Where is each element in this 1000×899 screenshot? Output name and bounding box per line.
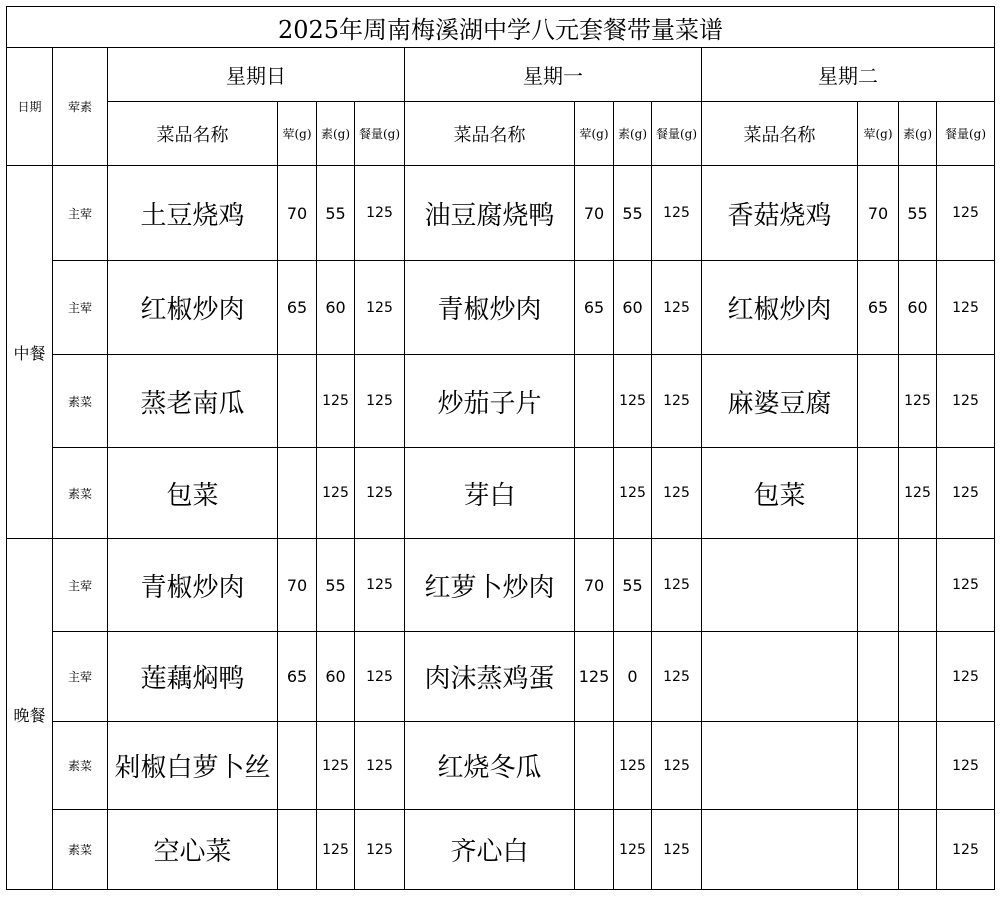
meat-weight-cell (575, 810, 614, 890)
veg-weight-cell: 125 (317, 810, 355, 890)
meat-weight-cell (858, 539, 899, 632)
dish-name-cell (702, 632, 858, 722)
veg-weight-cell (899, 632, 937, 722)
dish-name-cell: 齐心白 (405, 810, 575, 890)
portion-weight-cell: 125 (355, 261, 405, 355)
portion-weight-cell: 125 (937, 448, 995, 539)
veg-weight-cell: 125 (317, 722, 355, 810)
veg-weight-cell: 125 (614, 810, 652, 890)
veg-weight-cell: 55 (614, 539, 652, 632)
portion-weight-cell: 125 (937, 539, 995, 632)
meat-weight-cell (858, 632, 899, 722)
menu-row (7, 166, 995, 261)
portion-weight-cell: 125 (355, 166, 405, 261)
portion-weight-cell: 125 (937, 166, 995, 261)
veg-weight-cell: 125 (614, 355, 652, 448)
veg-weight-cell: 55 (317, 539, 355, 632)
dish-type-cell: 主荤 (53, 261, 108, 355)
veg-weight-cell: 60 (317, 632, 355, 722)
day-header-tuesday: 星期二 (702, 48, 995, 102)
portion-weight-cell: 125 (652, 539, 702, 632)
veg-weight-header: 素(g) (317, 102, 355, 166)
menu-row (7, 810, 995, 890)
veg-weight-cell: 0 (614, 632, 652, 722)
meat-weight-cell: 70 (278, 539, 317, 632)
portion-weight-cell: 125 (652, 355, 702, 448)
portion-weight-cell: 125 (652, 810, 702, 890)
meat-weight-header: 荤(g) (858, 102, 899, 166)
meat-weight-cell: 65 (278, 261, 317, 355)
dish-name-cell (702, 722, 858, 810)
portion-weight-cell: 125 (355, 355, 405, 448)
meat-weight-cell (575, 722, 614, 810)
veg-weight-cell: 125 (317, 355, 355, 448)
veg-weight-cell: 60 (614, 261, 652, 355)
meat-weight-cell: 70 (575, 539, 614, 632)
portion-weight-cell: 125 (652, 448, 702, 539)
meat-weight-cell: 70 (858, 166, 899, 261)
dish-type-cell: 素菜 (53, 448, 108, 539)
meat-weight-cell: 70 (575, 166, 614, 261)
portion-weight-cell: 125 (355, 539, 405, 632)
dish-name-cell: 空心菜 (108, 810, 278, 890)
dish-type-cell: 主荤 (53, 539, 108, 632)
portion-weight-header: 餐量(g) (937, 102, 995, 166)
menu-row (7, 355, 995, 448)
dish-name-cell (702, 810, 858, 890)
dish-name-cell: 红椒炒肉 (108, 261, 278, 355)
dish-name-cell: 芽白 (405, 448, 575, 539)
veg-weight-cell: 125 (899, 448, 937, 539)
menu-title: 2025年周南梅溪湖中学八元套餐带量菜谱 (7, 7, 995, 48)
dish-name-header: 菜品名称 (405, 102, 575, 166)
dish-name-header: 菜品名称 (702, 102, 858, 166)
portion-weight-cell: 125 (355, 722, 405, 810)
veg-weight-header: 素(g) (614, 102, 652, 166)
portion-weight-cell: 125 (652, 722, 702, 810)
dish-type-cell: 素菜 (53, 355, 108, 448)
portion-weight-cell: 125 (937, 722, 995, 810)
dish-name-cell: 香菇烧鸡 (702, 166, 858, 261)
dish-name-cell: 红烧冬瓜 (405, 722, 575, 810)
portion-weight-cell: 125 (355, 810, 405, 890)
dish-name-cell: 青椒炒肉 (108, 539, 278, 632)
dish-name-cell: 包菜 (108, 448, 278, 539)
date-header: 日期 (7, 48, 53, 166)
meal-label-dinner: 晚餐 (7, 539, 53, 890)
meat-weight-cell (858, 448, 899, 539)
meat-weight-cell: 65 (858, 261, 899, 355)
dish-name-cell: 肉沫蒸鸡蛋 (405, 632, 575, 722)
meat-weight-cell: 125 (575, 632, 614, 722)
dish-name-cell: 炒茄子片 (405, 355, 575, 448)
meat-weight-cell: 70 (278, 166, 317, 261)
meat-weight-cell: 65 (278, 632, 317, 722)
portion-weight-header: 餐量(g) (652, 102, 702, 166)
meat-weight-cell (278, 810, 317, 890)
veg-weight-cell (899, 810, 937, 890)
veg-weight-cell: 60 (317, 261, 355, 355)
day-header-sunday: 星期日 (108, 48, 405, 102)
portion-weight-cell: 125 (652, 166, 702, 261)
veg-weight-cell (899, 722, 937, 810)
veg-weight-cell (899, 539, 937, 632)
portion-weight-cell: 125 (355, 448, 405, 539)
meal-label-lunch: 中餐 (7, 166, 53, 539)
menu-row (7, 261, 995, 355)
type-header: 荤素 (53, 48, 108, 166)
meat-weight-cell (278, 355, 317, 448)
meat-weight-cell (858, 722, 899, 810)
dish-name-cell: 莲藕焖鸭 (108, 632, 278, 722)
menu-row (7, 722, 995, 810)
veg-weight-cell: 125 (317, 448, 355, 539)
dish-type-cell: 主荤 (53, 166, 108, 261)
portion-weight-cell: 125 (937, 632, 995, 722)
dish-name-cell: 麻婆豆腐 (702, 355, 858, 448)
portion-weight-cell: 125 (652, 261, 702, 355)
meat-weight-cell (858, 810, 899, 890)
menu-table (6, 6, 995, 890)
meat-weight-cell: 65 (575, 261, 614, 355)
meat-weight-cell (278, 448, 317, 539)
dish-name-cell: 土豆烧鸡 (108, 166, 278, 261)
day-header-monday: 星期一 (405, 48, 702, 102)
meat-weight-cell (278, 722, 317, 810)
menu-row (7, 539, 995, 632)
dish-name-cell: 青椒炒肉 (405, 261, 575, 355)
meat-weight-cell (575, 448, 614, 539)
veg-weight-header: 素(g) (899, 102, 937, 166)
meat-weight-cell (575, 355, 614, 448)
dish-name-cell: 红椒炒肉 (702, 261, 858, 355)
dish-name-cell: 蒸老南瓜 (108, 355, 278, 448)
dish-name-cell: 红萝卜炒肉 (405, 539, 575, 632)
dish-name-cell (702, 539, 858, 632)
veg-weight-cell: 60 (899, 261, 937, 355)
menu-row (7, 448, 995, 539)
meat-weight-cell (858, 355, 899, 448)
veg-weight-cell: 55 (899, 166, 937, 261)
portion-weight-cell: 125 (937, 810, 995, 890)
veg-weight-cell: 125 (614, 722, 652, 810)
menu-row (7, 632, 995, 722)
dish-name-cell: 剁椒白萝卜丝 (108, 722, 278, 810)
dish-type-cell: 素菜 (53, 722, 108, 810)
dish-name-cell: 油豆腐烧鸭 (405, 166, 575, 261)
meat-weight-header: 荤(g) (278, 102, 317, 166)
portion-weight-cell: 125 (937, 355, 995, 448)
dish-name-cell: 包菜 (702, 448, 858, 539)
dish-type-cell: 主荤 (53, 632, 108, 722)
meat-weight-header: 荤(g) (575, 102, 614, 166)
veg-weight-cell: 125 (614, 448, 652, 539)
veg-weight-cell: 55 (614, 166, 652, 261)
portion-weight-cell: 125 (652, 632, 702, 722)
portion-weight-cell: 125 (937, 261, 995, 355)
portion-weight-header: 餐量(g) (355, 102, 405, 166)
veg-weight-cell: 55 (317, 166, 355, 261)
dish-type-cell: 素菜 (53, 810, 108, 890)
veg-weight-cell: 125 (899, 355, 937, 448)
dish-name-header: 菜品名称 (108, 102, 278, 166)
portion-weight-cell: 125 (355, 632, 405, 722)
